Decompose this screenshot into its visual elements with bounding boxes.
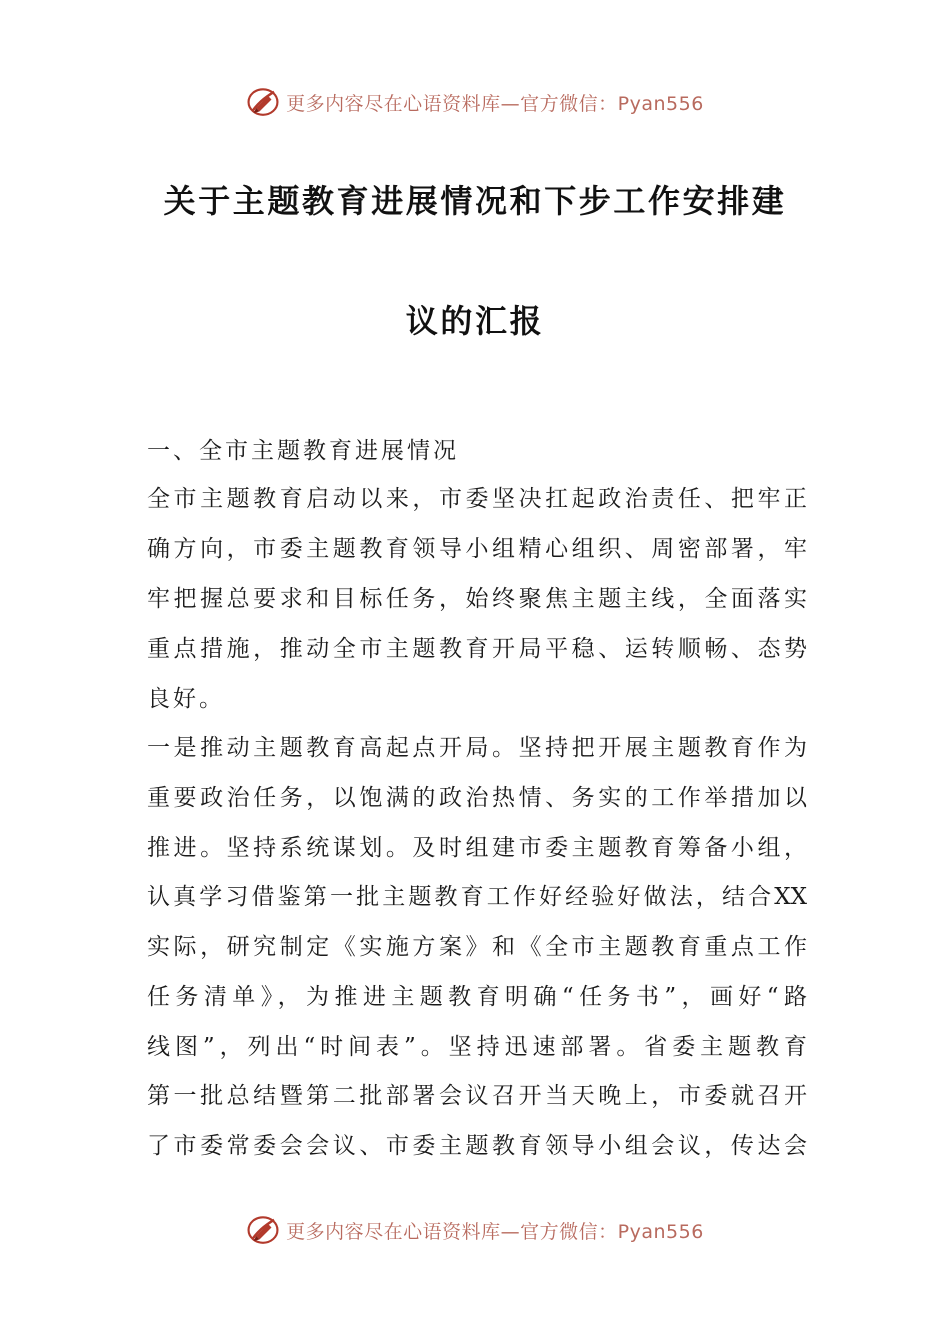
- body-line: 实际，研究制定《实施方案》和《全市主题教育重点工作: [147, 934, 807, 960]
- document-title-line-2: 议的汇报: [405, 302, 545, 340]
- body-line: 第一批总结暨第二批部署会议召开当天晚上，市委就召开: [147, 1083, 807, 1109]
- body-line: 确方向，市委主题教育领导小组精心组织、周密部署，牢: [147, 536, 807, 562]
- watermark-text: 更多内容尽在心语资料库—官方微信：Pyan556: [286, 1220, 704, 1243]
- pen-logo-icon: [246, 1213, 280, 1247]
- body-line: 认真学习借鉴第一批主题教育工作好经验好做法，结合XX: [147, 884, 807, 910]
- body-line: 一是推动主题教育高起点开局。坚持把开展主题教育作为: [147, 735, 807, 761]
- watermark-bottom: [0, 1210, 950, 1250]
- watermark-text: 更多内容尽在心语资料库—官方微信：Pyan556: [286, 92, 704, 115]
- body-line: 线图”，列出“时间表”。坚持迅速部署。省委主题教育: [147, 1034, 807, 1060]
- watermark-top: [0, 82, 950, 122]
- document-title-line-1: 关于主题教育进展情况和下步工作安排建: [163, 182, 787, 220]
- body-line: 了市委常委会会议、市委主题教育领导小组会议，传达会: [147, 1133, 807, 1159]
- body-line: 重要政治任务，以饱满的政治热情、务实的工作举措加以: [147, 785, 807, 811]
- body-line: 全市主题教育启动以来，市委坚决扛起政治责任、把牢正: [147, 486, 807, 512]
- body-line: 良好。: [147, 686, 225, 712]
- body-line: 任务清单》，为推进主题教育明确“任务书”，画好“路: [147, 984, 807, 1010]
- body-line: 牢把握总要求和目标任务，始终聚焦主题主线，全面落实: [147, 586, 807, 612]
- body-line: 重点措施，推动全市主题教育开局平稳、运转顺畅、态势: [147, 636, 807, 662]
- body-line: 推进。坚持系统谋划。及时组建市委主题教育筹备小组，: [147, 835, 807, 861]
- pen-logo-icon: [246, 85, 280, 119]
- section-heading: 一、全市主题教育进展情况: [147, 438, 459, 464]
